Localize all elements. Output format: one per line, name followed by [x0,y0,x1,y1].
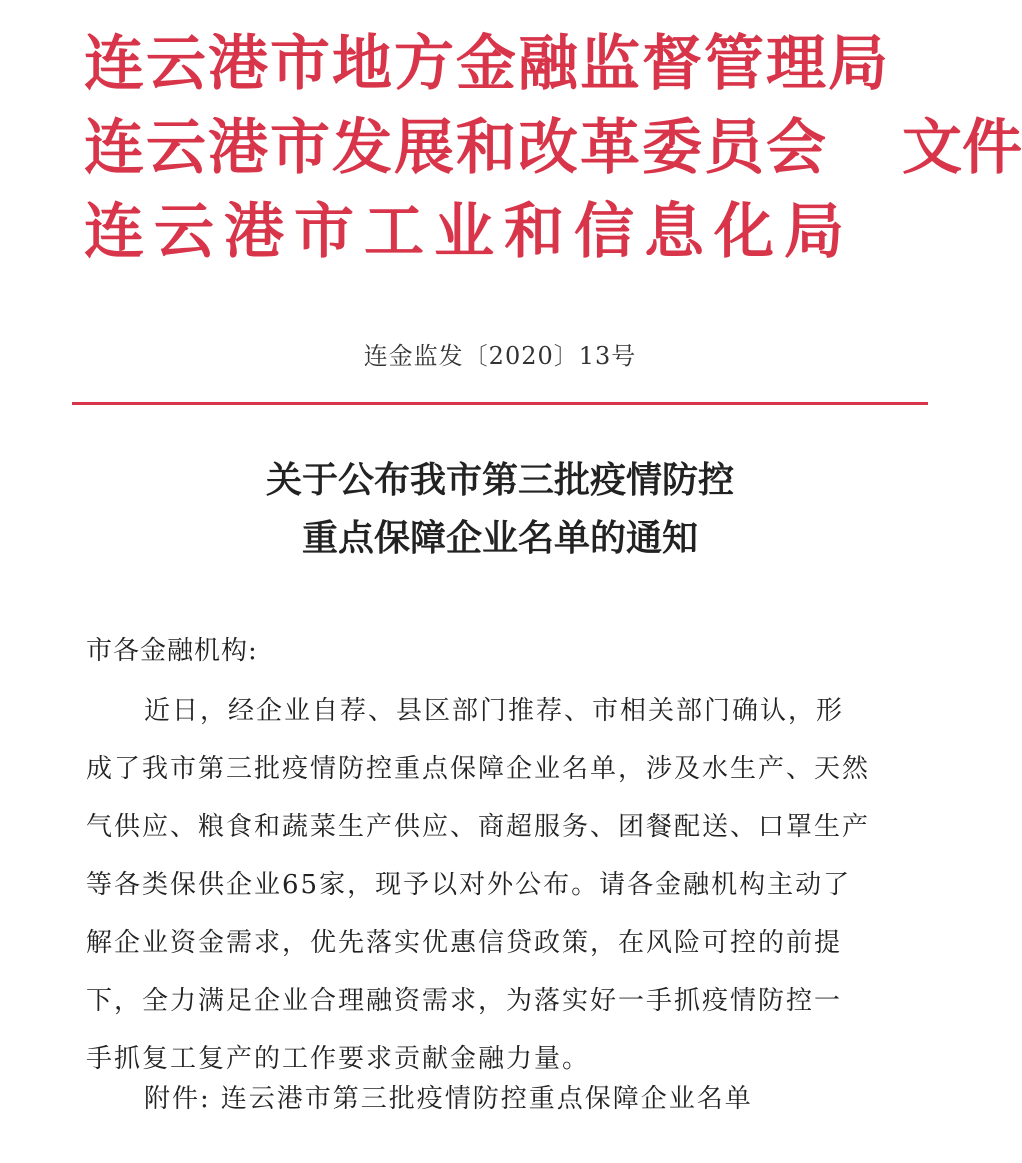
issuer-block [84,22,1022,274]
attachment-line [144,1078,753,1115]
body-line-1: 近日，经企业自荐、县区部门推荐、市相关部门确认，形 [144,696,845,726]
document-number: 连金监发〔2020〕13号 [363,342,637,370]
issuer-name-3: 连云港市工业和信息化局 [84,197,854,267]
salutation: 市各金融机构: [86,636,258,666]
body-line-6: 下，全力满足企业合理融资需求，为落实好一手抓疫情防控一 [86,986,843,1016]
title-line-2: 重点保障企业名单的通知 [301,518,698,559]
title-line-1: 关于公布我市第三批疫情防控 [265,460,734,501]
body-line-3: 气供应、粮食和蔬菜生产供应、商超服务、团餐配送、口罩生产 [86,812,871,842]
body-line-5: 解企业资金需求，优先落实优惠信贷政策，在风险可控的前提 [86,928,843,958]
body-line-4: 等各类保供企业65家，现予以对外公布。请各金融机构主动了 [86,870,852,900]
issuer-list [84,22,890,274]
issuer-name-1: 连云港市地方金融监督管理局 [84,29,890,99]
document-title [0,452,1000,568]
body-paragraph [86,682,916,1088]
red-separator-line [72,402,928,405]
issuer-name-2: 连云港市发展和改革委员会 [84,113,828,183]
document-header [84,22,1022,274]
body-line-2: 成了我市第三批疫情防控重点保障企业名单，涉及水生产、天然 [86,754,871,784]
attachment-title: 连云港市第三批疫情防控重点保障企业名单 [220,1084,753,1114]
document-type-label: 文件 [902,113,1022,183]
attachment-label: 附件: [144,1084,211,1114]
body-line-7: 手抓复工复产的工作要求贡献金融力量。 [86,1044,591,1074]
